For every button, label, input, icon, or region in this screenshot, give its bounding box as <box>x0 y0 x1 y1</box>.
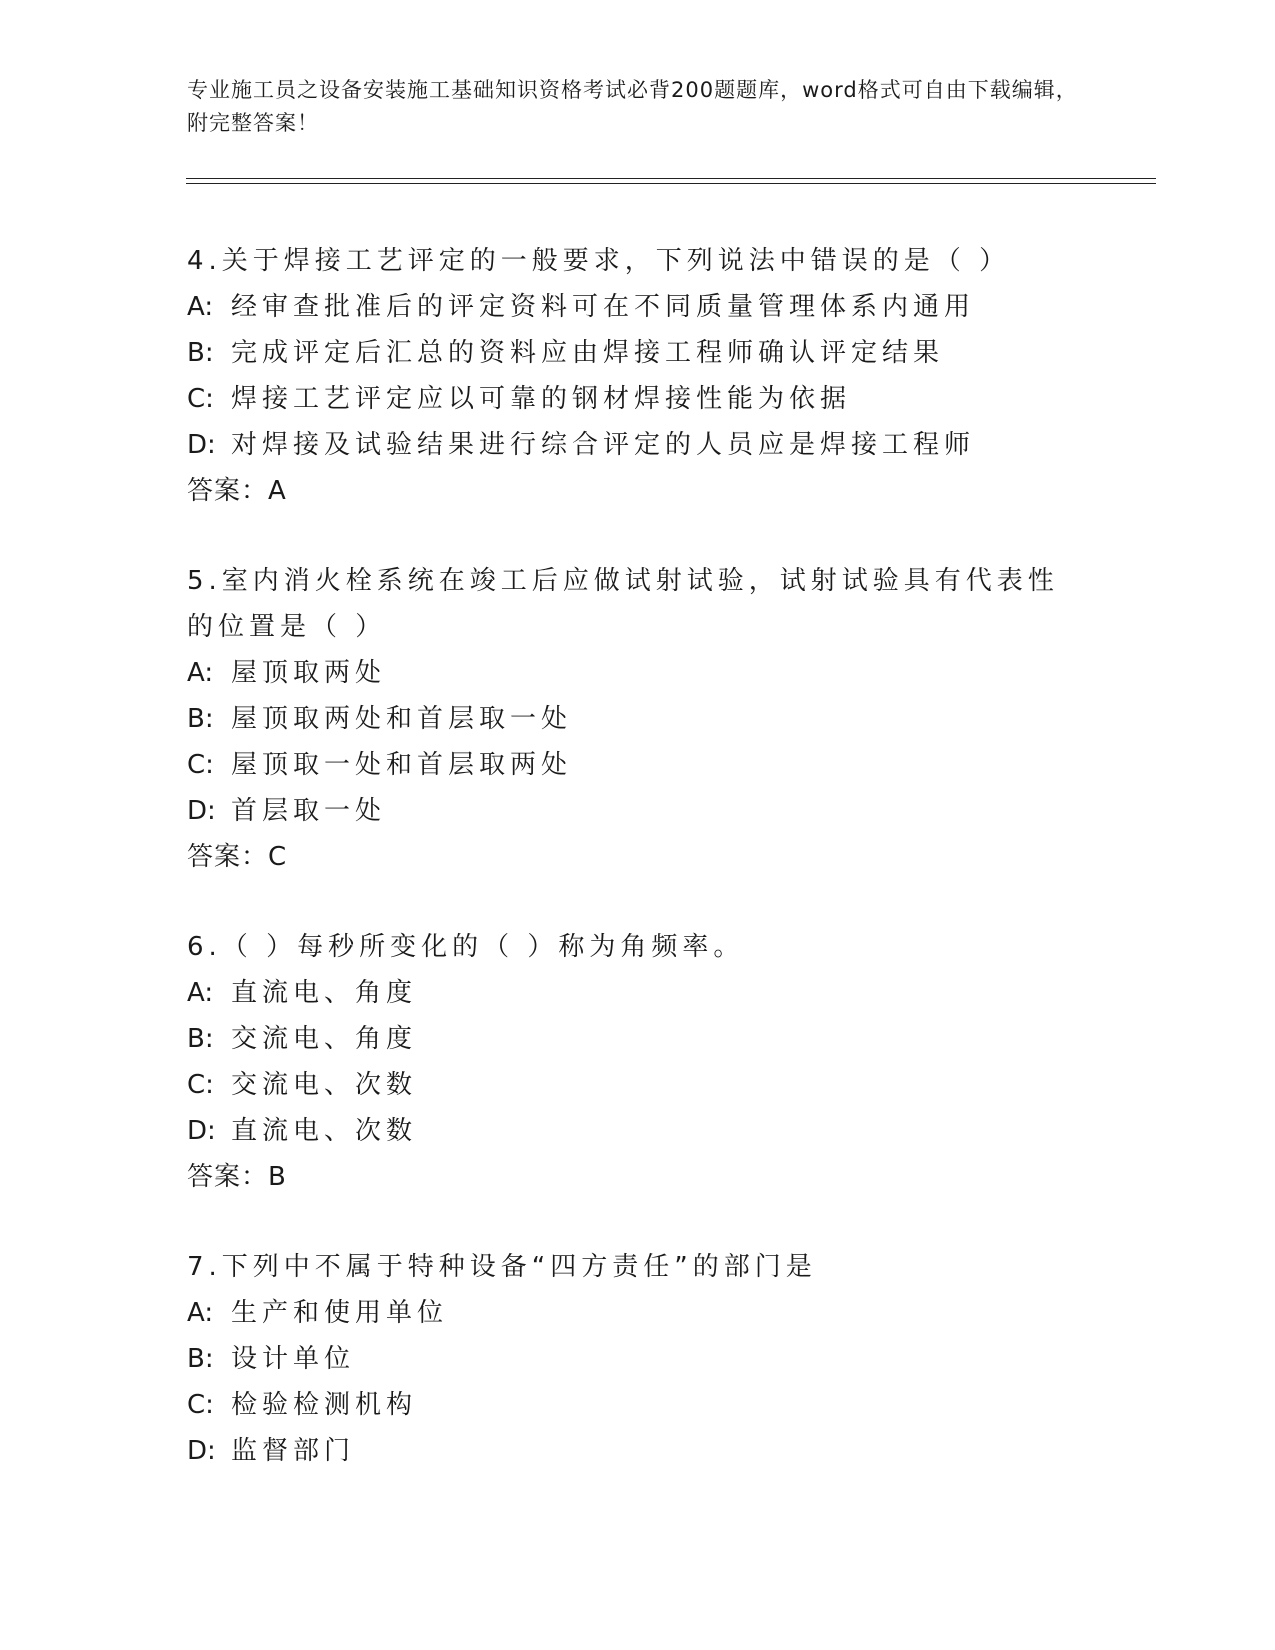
header-rule-top <box>186 178 1156 179</box>
option-key: B: <box>187 704 214 734</box>
answer-line: 答案：B <box>187 1162 287 1192</box>
option-d <box>187 1108 1087 1154</box>
question-6 <box>187 924 1087 1200</box>
option-c <box>187 1062 1087 1108</box>
option-key: A: <box>187 978 214 1008</box>
document-header: 专业施工员之设备安装施工基础知识资格考试必背200题题库，word格式可自由下载编辑，附完整答案！ <box>187 78 1078 135</box>
option-a <box>187 650 1087 696</box>
option-d <box>187 788 1087 834</box>
option-text: 完成评定后汇总的资料应由焊接工程师确认评定结果 <box>231 338 945 368</box>
option-b <box>187 1016 1087 1062</box>
option-text: 直流电、角度 <box>231 978 418 1008</box>
option-key: D: <box>187 796 216 826</box>
option-b <box>187 696 1087 742</box>
option-key: D: <box>187 430 216 460</box>
option-b <box>187 330 1087 376</box>
option-key: B: <box>187 1344 214 1374</box>
option-key: C: <box>187 750 214 780</box>
question-7 <box>187 1244 1087 1474</box>
option-a <box>187 284 1087 330</box>
option-key: C: <box>187 1390 214 1420</box>
question-stem: 7.下列中不属于特种设备“四方责任”的部门是 <box>187 1252 817 1282</box>
question-4 <box>187 238 1087 514</box>
question-stem: 6.（ ）每秒所变化的（ ）称为角频率。 <box>187 932 745 962</box>
question-5 <box>187 558 1087 880</box>
option-text: 屋顶取两处和首层取一处 <box>231 704 573 734</box>
answer-line: 答案：C <box>187 842 288 872</box>
option-text: 监督部门 <box>231 1436 356 1466</box>
option-key: A: <box>187 658 214 688</box>
option-key: A: <box>187 292 214 322</box>
option-text: 直流电、次数 <box>231 1116 418 1146</box>
option-text: 对焊接及试验结果进行综合评定的人员应是焊接工程师 <box>231 430 976 460</box>
header-rule-bottom <box>186 183 1156 184</box>
option-key: D: <box>187 1436 216 1466</box>
option-key: C: <box>187 1070 214 1100</box>
option-a <box>187 970 1087 1016</box>
option-text: 设计单位 <box>231 1344 356 1374</box>
answer-line: 答案：A <box>187 476 287 506</box>
option-text: 首层取一处 <box>231 796 387 826</box>
option-text: 屋顶取两处 <box>231 658 387 688</box>
option-key: B: <box>187 1024 214 1054</box>
question-list <box>187 238 1087 1518</box>
option-text: 交流电、次数 <box>231 1070 418 1100</box>
option-text: 检验检测机构 <box>231 1390 418 1420</box>
option-key: A: <box>187 1298 214 1328</box>
option-b <box>187 1336 1087 1382</box>
option-d <box>187 422 1087 468</box>
option-a <box>187 1290 1087 1336</box>
option-text: 生产和使用单位 <box>231 1298 449 1328</box>
option-key: B: <box>187 338 214 368</box>
question-stem: 4.关于焊接工艺评定的一般要求，下列说法中错误的是（ ） <box>187 246 1011 276</box>
option-key: D: <box>187 1116 216 1146</box>
option-key: C: <box>187 384 214 414</box>
question-stem: 5.室内消火栓系统在竣工后应做试射试验，试射试验具有代表性的位置是（ ） <box>187 566 1059 642</box>
option-text: 交流电、角度 <box>231 1024 418 1054</box>
option-d <box>187 1428 1087 1474</box>
option-c <box>187 742 1087 788</box>
option-text: 屋顶取一处和首层取两处 <box>231 750 573 780</box>
option-text: 经审查批准后的评定资料可在不同质量管理体系内通用 <box>231 292 976 322</box>
option-c <box>187 376 1087 422</box>
option-text: 焊接工艺评定应以可靠的钢材焊接性能为依据 <box>231 384 852 414</box>
option-c <box>187 1382 1087 1428</box>
